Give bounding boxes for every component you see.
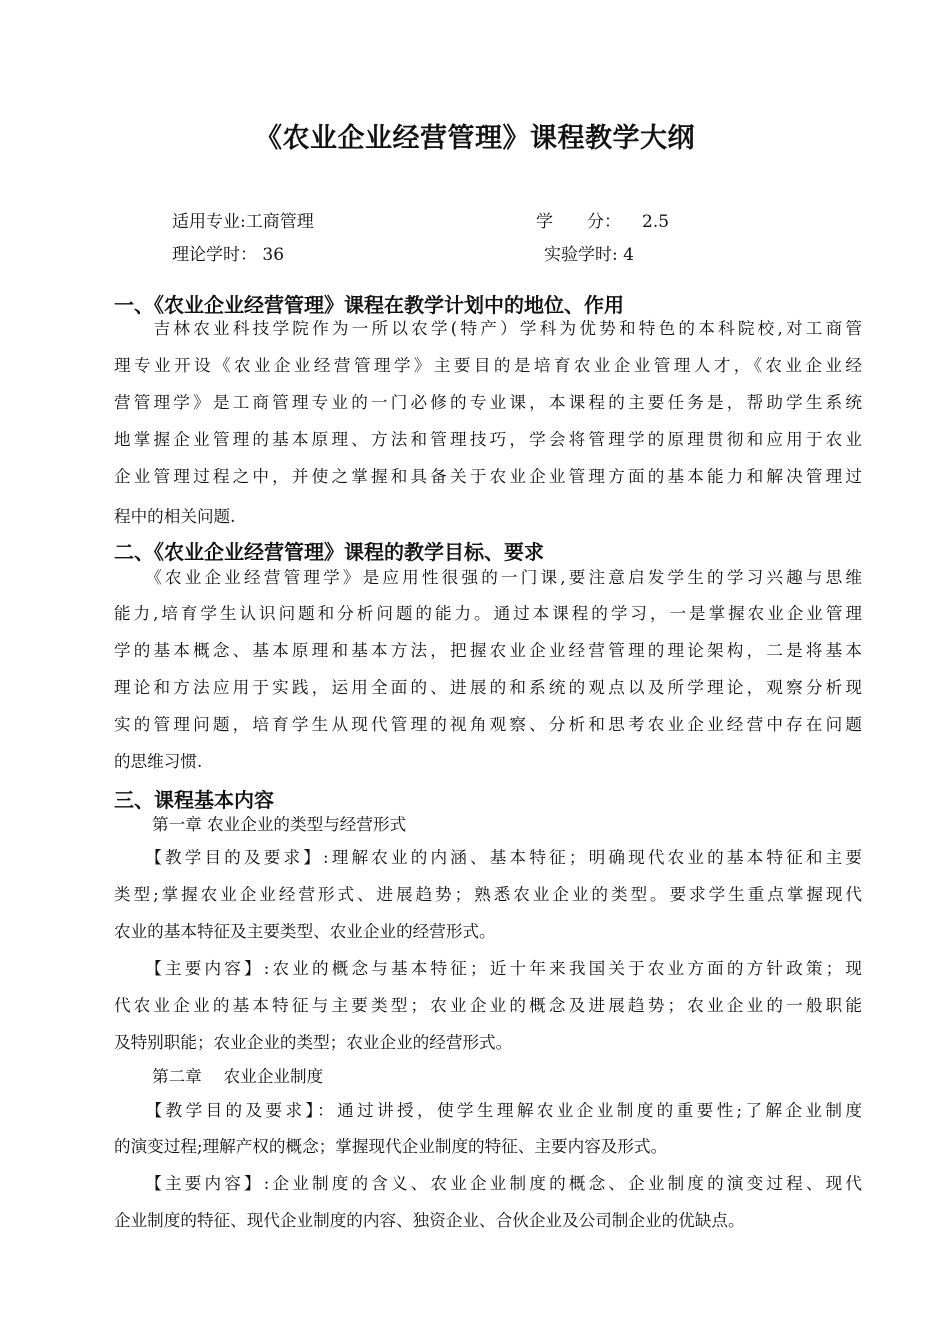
lab-hours: 实验学时: 4	[544, 245, 634, 265]
paragraph-line: 地掌握企业管理的基本原理、方法和管理技巧，学会将管理学的原理贯彻和应用于农业	[114, 430, 862, 449]
paragraph-line: 《农业企业经营管理学》是应用性很强的一门课,要注意启发学生的学习兴趣与思维	[114, 568, 862, 587]
section-2-heading: 二、《农业企业经营管理》课程的教学目标、要求	[114, 540, 544, 564]
paragraph-line: 代农业企业的基本特征与主要类型；农业企业的概念及进展趋势；农业企业的一般职能	[114, 996, 862, 1015]
paragraph-line: 理专业开设《农业企业经营管理学》主要目的是培育农业企业管理人才，《农业企业经	[114, 356, 862, 375]
theory-hours: 理论学时： 36	[172, 245, 285, 265]
paragraph-line: 的演变过程;理解产权的概念；掌握现代企业制度的特征、主要内容及形式。	[114, 1137, 668, 1156]
paragraph-line: 及特别职能；农业企业的类型；农业企业的经营形式。	[114, 1033, 513, 1052]
paragraph-line: 企业制度的特征、现代企业制度的内容、独资企业、合伙企业及公司制企业的优缺点。	[114, 1211, 745, 1230]
paragraph-line: 【主要内容】:企业制度的含义、农业企业制度的概念、企业制度的演变过程、现代	[114, 1174, 862, 1193]
paragraph-line: 能力,培育学生认识问题和分析问题的能力。通过本课程的学习，一是掌握农业企业管理	[114, 604, 862, 623]
chapter-2-title: 第二章 农业企业制度	[152, 1067, 324, 1086]
paragraph-line: 【教学目的及要求】：通过讲授，使学生理解农业企业制度的重要性;了解企业制度	[114, 1101, 862, 1120]
paragraph-line: 营管理学》是工商管理专业的一门必修的专业课，本课程的主要任务是，帮助学生系统	[114, 393, 862, 412]
paragraph-line: 的思维习惯.	[114, 752, 203, 771]
paragraph-line: 企业管理过程之中，并使之掌握和具备关于农业企业管理方面的基本能力和解决管理过	[114, 467, 862, 486]
applicable-major: 适用专业:工商管理	[172, 212, 314, 232]
document-title: 《农业企业经营管理》课程教学大纲	[255, 123, 695, 154]
paragraph-line: 吉林农业科技学院作为一所以农学(特产）学科为优势和特色的本科院校,对工商管	[114, 319, 862, 338]
chapter-1-title: 第一章 农业企业的类型与经营形式	[152, 815, 407, 834]
paragraph-line: 实的管理问题，培育学生从现代管理的视角观察、分析和思考农业企业经营中存在问题	[114, 715, 862, 734]
paragraph-line: 农业的基本特征及主要类型、农业企业的经营形式。	[114, 922, 496, 941]
section-1-heading: 一、《农业企业经营管理》课程在教学计划中的地位、作用	[114, 293, 624, 317]
credit-label: 学 分：	[536, 212, 621, 232]
paragraph-line: 【主要内容】:农业的概念与基本特征；近十年来我国关于农业方面的方针政策；现	[114, 959, 862, 978]
section-3-heading: 三、课程基本内容	[114, 788, 274, 812]
paragraph-line: 学的基本概念、基本原理和基本方法，把握农业企业经营管理的理论架构，二是将基本	[114, 641, 862, 660]
paragraph-line: 【教学目的及要求】:理解农业的内涵、基本特征；明确现代农业的基本特征和主要	[114, 848, 862, 867]
paragraph-line: 理论和方法应用于实践，运用全面的、进展的和系统的观点以及所学理论，观察分析现	[114, 678, 862, 697]
paragraph-line: 类型;掌握农业企业经营形式、进展趋势；熟悉农业企业的类型。要求学生重点掌握现代	[114, 885, 862, 904]
credit-value: 2.5	[642, 212, 670, 232]
paragraph-line: 程中的相关问题.	[114, 507, 236, 526]
